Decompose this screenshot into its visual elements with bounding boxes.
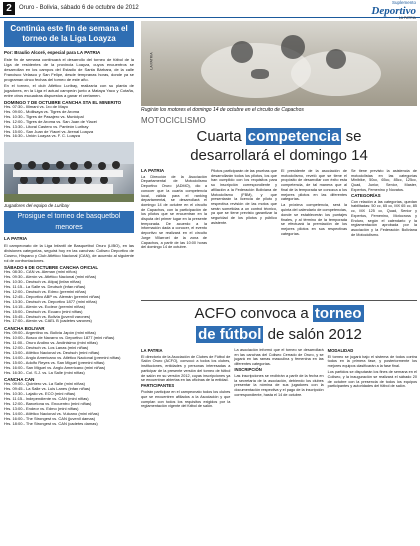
fixture-line: Hrs. 14:15.- Alerón vs. Ecdeor (premini niñas) (4, 303, 85, 309)
fixture-line: Hrs. 11:15.- Independiente vs. CAN (mini niñas) (4, 396, 89, 402)
moto-article (141, 21, 417, 251)
futbol-headline-line-1 (141, 304, 417, 324)
basket-fixture-list-1 (4, 270, 134, 324)
moto-col-label: LA PATRIA (141, 168, 165, 173)
moto-body (141, 169, 417, 251)
moto-col-1 (141, 169, 207, 251)
fixture-line: Hrs. 08:30.- CAN vs. Aleman (mini niños) (4, 269, 77, 275)
moto-col-3 (281, 169, 347, 251)
loayza-para-b: En el torneo, el club Atlético Luribay, realizaría con su planta de jugadores, en la Liga el actual campeón junto a Mataya Yaco y Cotaña, entre otros escuadras dispuestos a ganar el certamen. (4, 83, 134, 98)
fixture-line: Hrs. 16:00.- San Miguel vs. Anglo Americano (mini niñas) (4, 364, 106, 370)
futbol-article (141, 304, 417, 410)
moto-col-4 (351, 169, 417, 251)
rider-shape (231, 41, 253, 63)
team-photo-art (4, 142, 134, 202)
loayza-banner: Continúa este fin de semana el torneo de la Liga Loayza (4, 21, 134, 47)
futbol-col-2-text-a: La asociación informó que el torneo se desarrollará en las canchas del Coliseo Cerrado de Oruro, y se jugará en las ramas masculina y femenina en las diferentes categorías. (234, 348, 324, 367)
moto-col-1-text: La Dirección de la Asociación Departamental de Motociclismo Deportivo Oruro (ADMO), dio a conocer que la cuarta competencia local, válida para el ranking departamental, se desarrollará el domingo 14 de octubre en el circuito de Capachos, con la participación de los pilotos que se encuentran en la disputa del primer lugar en la presente temporada. De acuerdo a la información dada a conocer, el evento deportivo se realizará en el circuito Jorge Villarroel de la zona de Capachos, a partir de las 10:00 horas del domingo 14 de octubre. (141, 174, 207, 250)
basket-fixture-heading-3: CANCHA CAN (4, 377, 35, 383)
moto-col-3-text-b: La próxima competencia, será la quinta del calendario de competencias, donde se establecerán los puntajes finales, y al término de la temporada se efectuará la premiación de los mejores pilotos en sus respectivas categorías. (281, 203, 347, 236)
basket-fixture-list-3 (4, 382, 134, 426)
moto-col-3-text-a: El presidente de la asociación de motociclismo, reveló que se tiene el propósito de desarrollar con éxito esta competencia, de tal manera que al final de la temporada se conozca a los mejores pilotos en las diferentes categorías. (281, 169, 347, 202)
basket-body (4, 243, 134, 263)
fixture-line: Hrs. 10:30.- Lajailo vs. ECO (mini niñas) (4, 391, 76, 397)
fixture-line: Hrs. 11:15.- La Salle vs. Deutsch (infan niñas) (4, 284, 86, 290)
fixture-line: Hrs. 12:00.- Barcelona vs. Encuentro (mini niñas) (4, 401, 92, 407)
luribay-caption: Jugadores del equipo de Luribay (4, 203, 70, 209)
fixture-line: Hrs. 09:00.- Argentino vs. Bolivia Japón (mini niñas) (4, 330, 96, 336)
futbol-col-1-text-b: Podrán participar en el campeonato todos los clubes que se encuentren afiliados a la Asociación y que cumplan con todos los requisitos exigidos por la reglamentación vigente del fútbol de salón. (141, 390, 231, 409)
moto-section-label: MOTOCICLISMO (141, 116, 206, 125)
loayza-para-a: Este fin de semana continuará el desarrollo del torneo de fútbol de la Liga de residentes de la provincia Loayza, cuyos encuentros se desarrollan en los campos del Estadio de Santa Bárbara, de la calle Francisco Velasco y San Felipe, desde tempranas horas, donde ya se programan cinco fechas del torneo de este año. (4, 57, 134, 82)
fixture-line: Hrs. 09:45.- La Salle vs. Luis Lanes (infan niñas) (4, 386, 91, 392)
fixture-line: Hrs. 09:30.- Alerón vs. Atlético Nacional (mini niñas) (4, 274, 97, 280)
basket-byline: LA PATRIA (4, 236, 28, 242)
fixture-line: Hrs. 09:00.- Quintero vs. La Salle (mini niñas) (4, 381, 85, 387)
loayza-body (4, 57, 134, 98)
futbol-col-3 (328, 348, 417, 410)
fixture-line: Hrs. 10:30.- Deutsch vs. Atipaj (infan niñas) (4, 279, 81, 285)
loayza-fixture-list (4, 105, 134, 139)
photo-credit: LA PATRIA (149, 52, 154, 70)
supplement-top: Suplemento (391, 0, 416, 5)
fixture-line: Hrs. 16:30.- Unión Loayza vs. F. C. Loayza (4, 133, 81, 139)
futbol-body (141, 348, 417, 410)
fixture-line: Hrs. 18:00.- The Strongest vs. CAN (cadetes damas) (4, 420, 98, 426)
moto-col-2-text: Pilotos participarán de las pruebas que desarrollarán todos los pilotos, los que han cumplido con los requisitos para su inscripción correspondiente y afiliación a la Federación Boliviana de Motociclismo (FBM), y que presentarán la licencia de piloto y respectiva revisión de las motos que serán sometidas a un control técnico, ya que se tiene previsto garantizar la seguridad de los pilotos y público asistente. (211, 169, 277, 225)
page-number: 2 (3, 2, 15, 15)
moto-headline (141, 127, 417, 165)
fixture-line: Hrs. 15:00.- San Juan de Ylacei vs. Arenal Loayza (4, 128, 94, 134)
page-header (0, 0, 420, 18)
futbol-headline-highlight-2: de fútbol (198, 326, 262, 343)
fixture-line: Hrs. 17:00.- Alerón vs. CAEL B (cadetes varones) (4, 318, 92, 324)
futbol-col-2 (234, 348, 323, 410)
futbol-headline-a: ACFO convoca a (194, 305, 309, 322)
fixture-line: Hrs. 13:00.- Atlético Nacional vs. Deutsch (mini niñas) (4, 349, 100, 355)
dateline: Oruro - Bolivia, sábado 6 de octubre de 2012 (19, 5, 139, 11)
fixture-line: Hrs. 12:00.- Deutsch vs. Los Lanas (mini niñas) (4, 345, 89, 351)
moto-headline-c: desarrollará el domingo 14 (190, 147, 368, 164)
fixture-line: Hrs. 11:00.- Oruro Andino vs. Andinisimo (mini niñas) (4, 340, 98, 346)
luribay-team-photo (4, 142, 134, 202)
futbol-headline-line-2 (141, 325, 417, 345)
moto-headline-highlight: competencia (247, 128, 340, 145)
moto-categories-heading: CATEGORÍAS (351, 193, 381, 199)
moto-photo (141, 21, 417, 106)
wheel-shape (251, 69, 269, 79)
fixture-line: Hrs. 07:30.- Illimani vs. 1ro de Mayo (4, 104, 69, 109)
fixture-line: Hrs. 13:00.- Endeor vs. Edmo (mini niñas) (4, 406, 79, 411)
fixture-line: Hrs. 12:00.- Tigres de Aroma vs. San Juan de Ylacei (4, 118, 97, 124)
basket-fixture-heading-1: SÁBADO 6 DE OCTUBRE CANCHA OFICIAL (4, 265, 99, 271)
futbol-col-label: LA PATRIA (141, 348, 163, 353)
fixture-line: Hrs. 15:45.- Deutsch vs. Bolivia (juvenil varones) (4, 313, 91, 319)
fixture-line: Hrs. 14:00.- Anglo Americano vs. Atlético Nacional (premini niñas) (4, 354, 121, 360)
loayza-byline: Por: Braulio Alcoré, especial para LA PATRIA (4, 50, 101, 55)
futbol-participantes-heading: PARTICIPANTES (141, 383, 175, 389)
futbol-headline-b: de salón 2012 (267, 326, 362, 343)
futbol-inscripcion-heading: INSCRIPCIÓN (234, 367, 262, 373)
moto-headline-a: Cuarta (196, 128, 242, 145)
supplement-sub: LA PATRIA (398, 15, 416, 20)
basket-fixture-heading-2: CANCHA BOLIVAR (4, 326, 45, 332)
moto-col-2 (211, 169, 277, 251)
fixture-line: Hrs. 16:00.- The Strongest vs. CAN (juvenil damas) (4, 415, 96, 421)
futbol-col-2-text-b: Las inscripciones se recibirán a partir de la fecha en la secretaría de la asociación, debiendo los clubes presentar la nómina de sus jugadores con la documentación respectiva y el pago de la inscripción correspondiente, hasta el 14 de octubre. (234, 374, 324, 397)
fixture-line: Hrs. 14:00.- Atlético Nacional vs. Vulcano (mini niñas) (4, 410, 100, 416)
left-column (4, 21, 134, 427)
supplement-name: Deportivo (371, 4, 416, 17)
futbol-col-3-text-b: Los partidos se disputarán los fines de semana en el Coliseo, y la inauguración se realizará el sábado 20 de octubre con la presencia de todos los equipos participantes y autoridades del fútbol de salón. (327, 370, 417, 389)
fixture-line: Hrs. 15:00.- Deutsch vs. Ecuaro (mini niñas) (4, 308, 83, 314)
fixture-line: Hrs. 13:30.- Deutsch vs. Deportivo 1877 (mini niñas) (4, 298, 97, 304)
fixture-line: Hrs. 12:00.- Deutsch vs. Edmo (premini niñas) (4, 288, 87, 294)
rider-shape-2 (281, 35, 305, 59)
futbol-headline-highlight-1: torneo (314, 305, 362, 322)
basket-para: El campeonato de la Liga Infantil de Basquetbol Oruro (LIBO), en las divisiones categorías, seguirá hoy en las canchas: Coliseo Deportivo de Cosmo, Hispano y Club Atlético Nacional (CAN), de acuerdo al siguiente rol de confrontaciones. (4, 243, 134, 264)
fixture-line: Hrs. 10:30.- Tigres de Pasajero vs. Municipal (4, 113, 84, 119)
futbol-col-3-text-a: El torneo se jugará bajo el sistema de todos contra todos en la primera fase, y posteriormente los mejores equipos clasificarán a la fase final. (327, 354, 417, 369)
futbol-col-1 (141, 348, 230, 410)
rider-shape-3 (326, 49, 346, 69)
fixture-line: Hrs. 10:00.- Bosco de Navarro vs. Deportivo 1877 (mini niñas) (4, 335, 115, 341)
moto-headline-b: se (345, 128, 362, 145)
fixture-line: Hrs. 16:30.- Col. S.J. vs. La Salle (mini niñas) (4, 369, 85, 375)
basket-fixture-list-2 (4, 331, 134, 375)
fixture-line: Hrs. 12:45.- Deportivo ABP vs. Alemán (premini niñas) (4, 293, 101, 299)
supplement-logo (371, 1, 416, 20)
fixture-line: Hrs. 13:30.- Litoral Castero vs. Panteón Luribay (4, 123, 89, 129)
moto-col-4-text-a: Se tiene previsto la asistencia de motociclistas en las categorías Minibike, 50cc, 65cc, 85cc, 125cc, Quad, Junior, Senior, Master, Expertos, Femenino y Novatos. (351, 169, 417, 192)
futbol-col-1-text: El directorio de la Asociación de Clubes de Fútbol de Salón Oruro (ACFO), convocó a todos los clubes, instituciones, entidades y personas interesadas a participar de la presente versión del torneo de fútbol de salón en su versión 2012, cuyas inscripciones ya se encuentran abiertas en las oficinas de la entidad. (141, 354, 231, 383)
fixture-line: Hrs. 09:00.- Mollisaya vs. Tigres de Aroma (4, 108, 80, 114)
loayza-fixture-heading: DOMINGO 7 DE OCTUBRE CANCHA STA EL MINERITO (4, 100, 122, 105)
basket-banner: Prosigue el torneo de basquetbol menores (4, 211, 134, 233)
moto-col-4-text-b: Con relación a las categorías, quedan habilitadas: 50 cc, 65 cc, MX 65 cc, 85 cc, MX 125 cc, Quad, Senior y Expertos, Femenino, Motocross y Enduro, según el calendario y la reglamentación aprobada por la asociación y la Federación Boliviana de Motociclismo. (351, 199, 417, 237)
futbol-modalidad-heading: MODALIDAD (327, 348, 354, 353)
fixture-line: Hrs. 15:00.- Adolfo Reyes vs. San Miguel (premini niñas) (4, 359, 105, 365)
section-divider (141, 300, 417, 301)
moto-caption: Rugirán los motores el domingo 14 de octubre en el circuito de Capachos (141, 107, 304, 113)
